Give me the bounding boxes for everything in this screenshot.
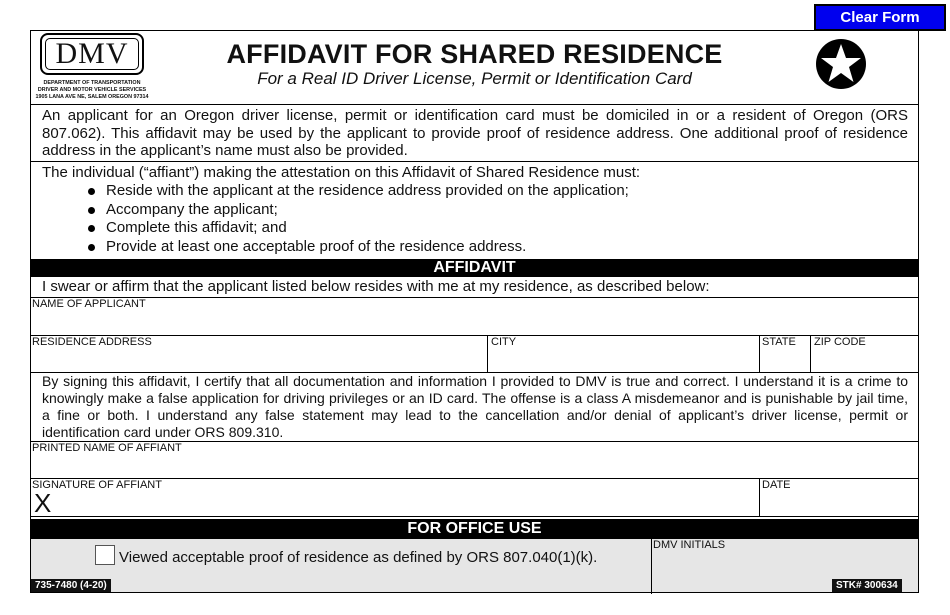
list-item: Reside with the applicant at the residence address provided on the application;: [86, 182, 629, 201]
office-use-section-header: FOR OFFICE USE: [31, 519, 918, 539]
dmv-initials-label: DMV INITIALS: [653, 539, 726, 551]
affiant-requirements-list: [86, 182, 629, 256]
list-item: Complete this affidavit; and: [86, 219, 629, 238]
list-item: Provide at least one acceptable proof of the residence address.: [86, 238, 629, 257]
affidavit-section-header: AFFIDAVIT: [31, 259, 918, 277]
name-of-applicant-label: NAME OF APPLICANT: [32, 298, 146, 310]
residence-address-label: RESIDENCE ADDRESS: [32, 336, 152, 348]
printed-name-of-affiant-field[interactable]: [31, 455, 918, 478]
logo-address-line: 1905 LANA AVE NE, SALEM OREGON 97314: [35, 94, 149, 100]
affidavit-form: [30, 30, 919, 593]
office-check-label: Viewed acceptable proof of residence as defined by ORS 807.040(1)(k).: [119, 549, 598, 566]
proof-viewed-checkbox[interactable]: [95, 545, 115, 565]
intro-paragraph: An applicant for an Oregon driver license, permit or identification card must be domiciled in or a resident of Oregon (ORS 807.062). This affidavit may be used by the applicant to provide proof of residence address. One additional proof of residence address in the applicant’s name must also be provided.: [42, 107, 908, 159]
stock-number: STK# 300634: [832, 579, 902, 592]
form-number: 735-7480 (4-20): [31, 579, 111, 592]
clear-form-button[interactable]: Clear Form: [814, 4, 946, 31]
state-label: STATE: [762, 336, 796, 348]
zip-code-label: ZIP CODE: [814, 336, 866, 348]
signature-of-affiant-label: SIGNATURE OF AFFIANT: [32, 479, 162, 491]
state-field[interactable]: [760, 349, 810, 372]
logo-dept-line: DEPARTMENT OF TRANSPORTATION: [43, 80, 141, 86]
list-item: Accompany the applicant;: [86, 201, 629, 220]
residence-address-field[interactable]: [31, 349, 487, 372]
name-of-applicant-field[interactable]: [31, 311, 918, 335]
swear-statement: I swear or affirm that the applicant listed below resides with me at my residence, as described below:: [42, 278, 710, 295]
dmv-initials-field[interactable]: [652, 552, 918, 572]
certification-paragraph: By signing this affidavit, I certify that all documentation and information I provided to DMV is true and correct. I understand it is a crime to knowingly make a false application for driving privileges or an ID card. The offense is a class A misdemeanor and is punishable by jail time, a fine or both. I understand any false statement may lead to the cancellation and/or denial of applicant’s driver license, permit or identification card under ORS 809.310.: [42, 373, 908, 440]
city-field[interactable]: [488, 349, 758, 372]
logo-division-line: DRIVER AND MOTOR VEHICLE SERVICES: [37, 87, 147, 93]
form-title: AFFIDAVIT FOR SHARED RESIDENCE: [226, 39, 723, 69]
affiant-requirements-intro: The individual (“affiant”) making the attestation on this Affidavit of Shared Residence must:: [42, 164, 641, 181]
date-label: DATE: [762, 479, 791, 491]
zip-code-field[interactable]: [811, 349, 918, 372]
signature-of-affiant-field[interactable]: [61, 492, 758, 516]
city-label: CITY: [491, 336, 517, 348]
signature-x-mark: X: [34, 488, 52, 518]
star-icon: [815, 38, 867, 90]
form-subtitle: For a Real ID Driver License, Permit or Identification Card: [257, 69, 692, 88]
printed-name-of-affiant-label: PRINTED NAME OF AFFIANT: [32, 442, 182, 454]
dmv-logo-text: DMV: [45, 38, 139, 70]
date-field[interactable]: [760, 492, 918, 516]
